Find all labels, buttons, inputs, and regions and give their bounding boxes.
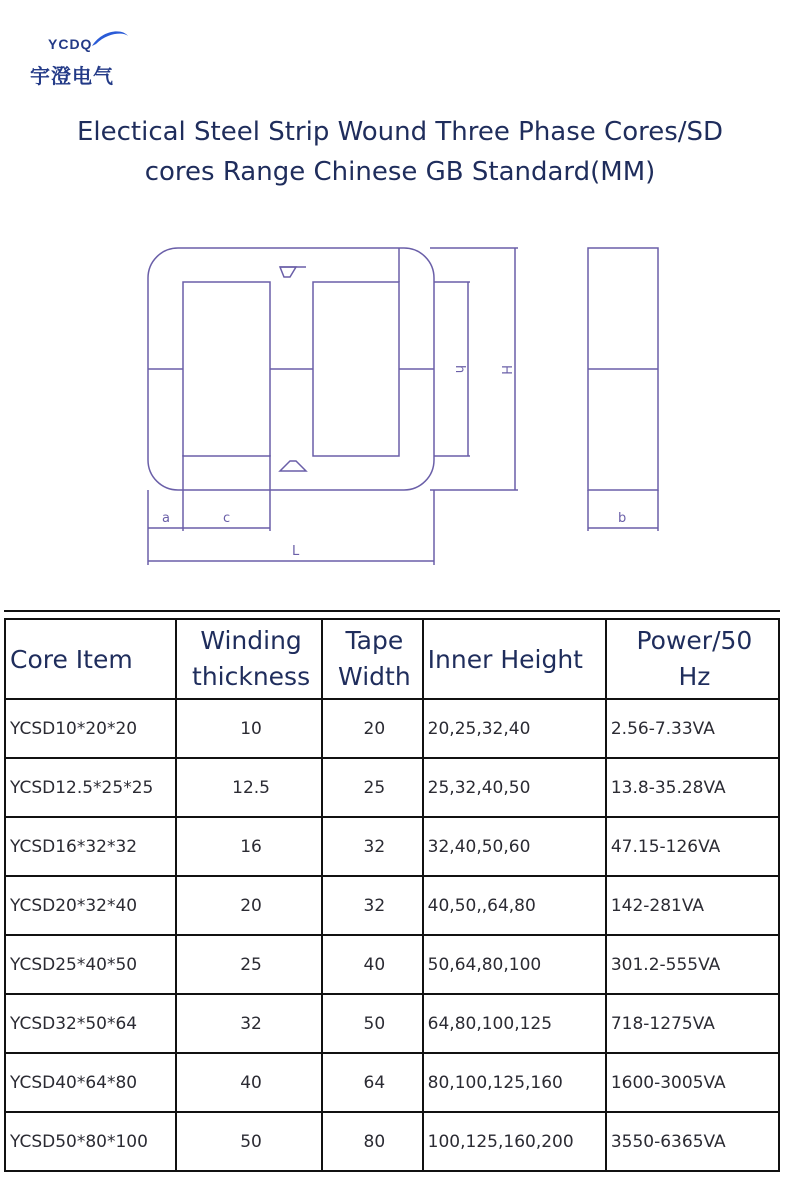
dim-label-L: L — [292, 544, 300, 559]
cell-tape: 20 — [322, 699, 423, 758]
cell-inner-height: 50,64,80,100 — [423, 935, 606, 994]
cell-inner-height: 64,80,100,125 — [423, 994, 606, 1053]
header-winding-line2: thickness — [192, 662, 311, 691]
header-inner-height: Inner Height — [423, 619, 606, 699]
header-tape-line2: Width — [338, 662, 411, 691]
cell-core-item: YCSD50*80*100 — [5, 1112, 176, 1171]
logo-name-cn: 宇澄电气 — [30, 64, 114, 88]
cell-inner-height: 40,50,,64,80 — [423, 876, 606, 935]
title-line-2: cores Range Chinese GB Standard(MM) — [144, 157, 656, 187]
header-tape-width — [322, 619, 423, 699]
table-top-rule — [4, 610, 780, 612]
logo-swoosh-icon — [88, 28, 132, 50]
table-row — [5, 1112, 779, 1171]
dim-label-a: a — [162, 511, 170, 526]
cell-winding: 32 — [176, 994, 322, 1053]
cell-core-item: YCSD16*32*32 — [5, 817, 176, 876]
header-winding-line1: Winding — [200, 626, 302, 655]
dim-label-b: b — [618, 511, 627, 526]
header-winding-thickness — [176, 619, 322, 699]
header-core-item: Core Item — [5, 619, 176, 699]
table-row — [5, 758, 779, 817]
cell-power: 718-1275VA — [606, 994, 779, 1053]
cell-winding: 16 — [176, 817, 322, 876]
header-tape-line1: Tape — [345, 626, 404, 655]
cell-power: 1600-3005VA — [606, 1053, 779, 1112]
cell-power: 3550-6365VA — [606, 1112, 779, 1171]
dim-label-h: h — [452, 365, 467, 374]
cell-winding: 40 — [176, 1053, 322, 1112]
company-logo — [30, 28, 130, 88]
table-row — [5, 935, 779, 994]
cell-core-item: YCSD25*40*50 — [5, 935, 176, 994]
core-right-window — [313, 282, 399, 456]
cell-inner-height: 80,100,125,160 — [423, 1053, 606, 1112]
cell-winding: 12.5 — [176, 758, 322, 817]
core-spec-table — [4, 618, 780, 1172]
cell-power: 301.2-555VA — [606, 935, 779, 994]
cell-inner-height: 20,25,32,40 — [423, 699, 606, 758]
cell-core-item: YCSD20*32*40 — [5, 876, 176, 935]
header-power — [606, 619, 779, 699]
cell-tape: 40 — [322, 935, 423, 994]
cell-tape: 32 — [322, 876, 423, 935]
title-line-1: Electical Steel Strip Wound Three Phase Cores/SD — [76, 117, 724, 147]
cell-core-item: YCSD40*64*80 — [5, 1053, 176, 1112]
cell-tape: 32 — [322, 817, 423, 876]
core-dimension-drawing — [0, 235, 800, 575]
header-power-line2: Hz — [678, 662, 711, 691]
page-title — [0, 112, 800, 192]
table-row — [5, 876, 779, 935]
cell-winding: 10 — [176, 699, 322, 758]
table-row — [5, 699, 779, 758]
header-power-line1: Power/50 — [636, 626, 753, 655]
table-row — [5, 994, 779, 1053]
cell-winding: 20 — [176, 876, 322, 935]
cell-tape: 25 — [322, 758, 423, 817]
cell-tape: 50 — [322, 994, 423, 1053]
table-row — [5, 1053, 779, 1112]
cell-inner-height: 25,32,40,50 — [423, 758, 606, 817]
cell-winding: 50 — [176, 1112, 322, 1171]
cell-inner-height: 100,125,160,200 — [423, 1112, 606, 1171]
cell-core-item: YCSD32*50*64 — [5, 994, 176, 1053]
dim-label-c: c — [223, 511, 231, 526]
cell-power: 142-281VA — [606, 876, 779, 935]
cell-power: 47.15-126VA — [606, 817, 779, 876]
cell-tape: 64 — [322, 1053, 423, 1112]
cell-inner-height: 32,40,50,60 — [423, 817, 606, 876]
cell-winding: 25 — [176, 935, 322, 994]
cell-core-item: YCSD12.5*25*25 — [5, 758, 176, 817]
table-header-row — [5, 619, 779, 699]
cell-tape: 80 — [322, 1112, 423, 1171]
dim-label-H: H — [498, 365, 513, 375]
logo-name-en: YCDQ — [48, 36, 93, 52]
cell-power: 2.56-7.33VA — [606, 699, 779, 758]
cell-core-item: YCSD10*20*20 — [5, 699, 176, 758]
cell-power: 13.8-35.28VA — [606, 758, 779, 817]
table-row — [5, 817, 779, 876]
core-left-window — [183, 282, 270, 456]
